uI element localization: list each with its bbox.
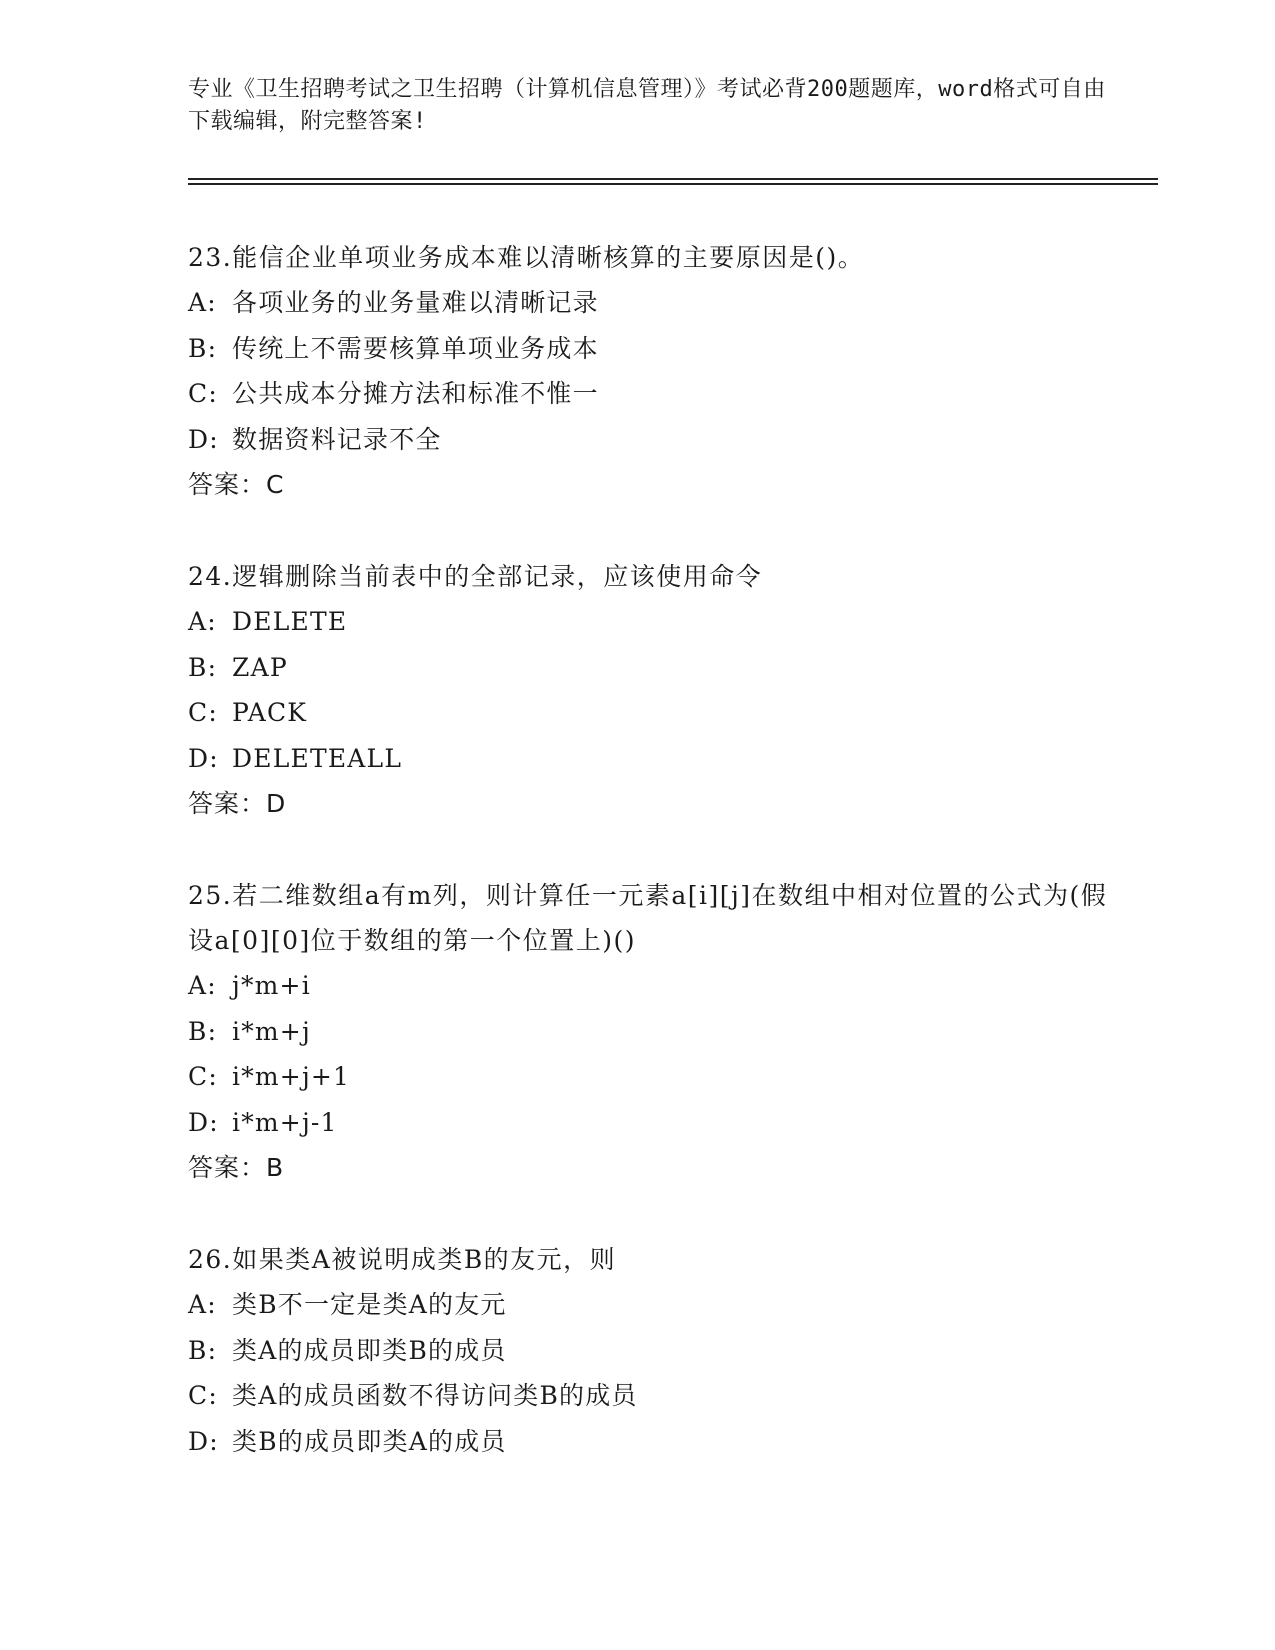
option-key: A: (188, 607, 217, 636)
option-text: 公共成本分摊方法和标准不惟一 (232, 379, 599, 409)
document-header: 专业《卫生招聘考试之卫生招聘（计算机信息管理）》考试必背200题题库，word格式可自由下载编辑，附完整答案! (188, 77, 1106, 134)
option-text: 类B的成员即类A的成员 (232, 1426, 507, 1456)
option-key: C: (188, 698, 218, 728)
option-key: C: (188, 1381, 218, 1411)
option-a (188, 1282, 1108, 1328)
option-key: A: (188, 1290, 217, 1319)
option-c (188, 690, 1108, 736)
option-c (188, 371, 1108, 417)
header-divider-top (188, 178, 1158, 180)
answer-line: 答案：D (188, 789, 287, 819)
option-b (188, 1328, 1108, 1374)
question-stem: 24.逻辑删除当前表中的全部记录，应该使用命令 (188, 562, 763, 591)
header-divider-bottom (188, 183, 1158, 185)
option-d (188, 736, 1108, 782)
answer-line: 答案：C (188, 470, 285, 500)
option-text: 类A的成员即类B的成员 (232, 1335, 507, 1365)
option-text: i*m+j+1 (232, 1062, 351, 1092)
option-d (188, 417, 1108, 463)
option-key: B: (188, 1335, 218, 1365)
option-text: 数据资料记录不全 (232, 424, 442, 454)
option-text: i*m+j-1 (232, 1107, 338, 1137)
option-key: D: (188, 1107, 219, 1137)
option-text: ZAP (232, 652, 288, 682)
option-text: 类A的成员函数不得访问类B的成员 (232, 1381, 638, 1411)
option-key: C: (188, 379, 218, 409)
option-key: B: (188, 1016, 218, 1046)
option-text: 各项业务的业务量难以清晰记录 (232, 288, 599, 317)
option-a (188, 963, 1108, 1009)
option-key: B: (188, 652, 218, 682)
option-text: 类B不一定是类A的友元 (232, 1290, 507, 1319)
option-b (188, 645, 1108, 691)
option-d (188, 1419, 1108, 1465)
option-text: 传统上不需要核算单项业务成本 (232, 333, 599, 363)
option-c (188, 1054, 1108, 1100)
option-text: DELETEALL (232, 743, 403, 773)
option-a (188, 599, 1108, 645)
option-b (188, 1009, 1108, 1055)
option-c (188, 1373, 1108, 1419)
answer-line: 答案：B (188, 1153, 285, 1183)
question-block (188, 235, 1108, 507)
option-key: D: (188, 424, 219, 454)
question-block (188, 873, 1108, 1190)
option-key: B: (188, 333, 218, 363)
question-stem: 25.若二维数组a有m列，则计算任一元素a[i][j]在数组中相对位置的公式为(假设a[0][0]位于数组的第一个位置上)() (188, 881, 1108, 955)
option-a (188, 280, 1108, 326)
option-text: i*m+j (232, 1016, 311, 1046)
option-key: A: (188, 288, 217, 317)
option-text: PACK (232, 698, 308, 728)
option-b (188, 326, 1108, 372)
option-key: D: (188, 1426, 219, 1456)
question-stem: 23.能信企业单项业务成本难以清晰核算的主要原因是()。 (188, 243, 865, 272)
question-block (188, 554, 1108, 826)
option-key: A: (188, 971, 217, 1000)
option-text: j*m+i (232, 971, 311, 1000)
option-d (188, 1100, 1108, 1146)
option-key: D: (188, 743, 219, 773)
option-text: DELETE (232, 607, 348, 636)
option-key: C: (188, 1062, 218, 1092)
question-block (188, 1237, 1108, 1464)
question-stem: 26.如果类A被说明成类B的友元，则 (188, 1245, 617, 1274)
